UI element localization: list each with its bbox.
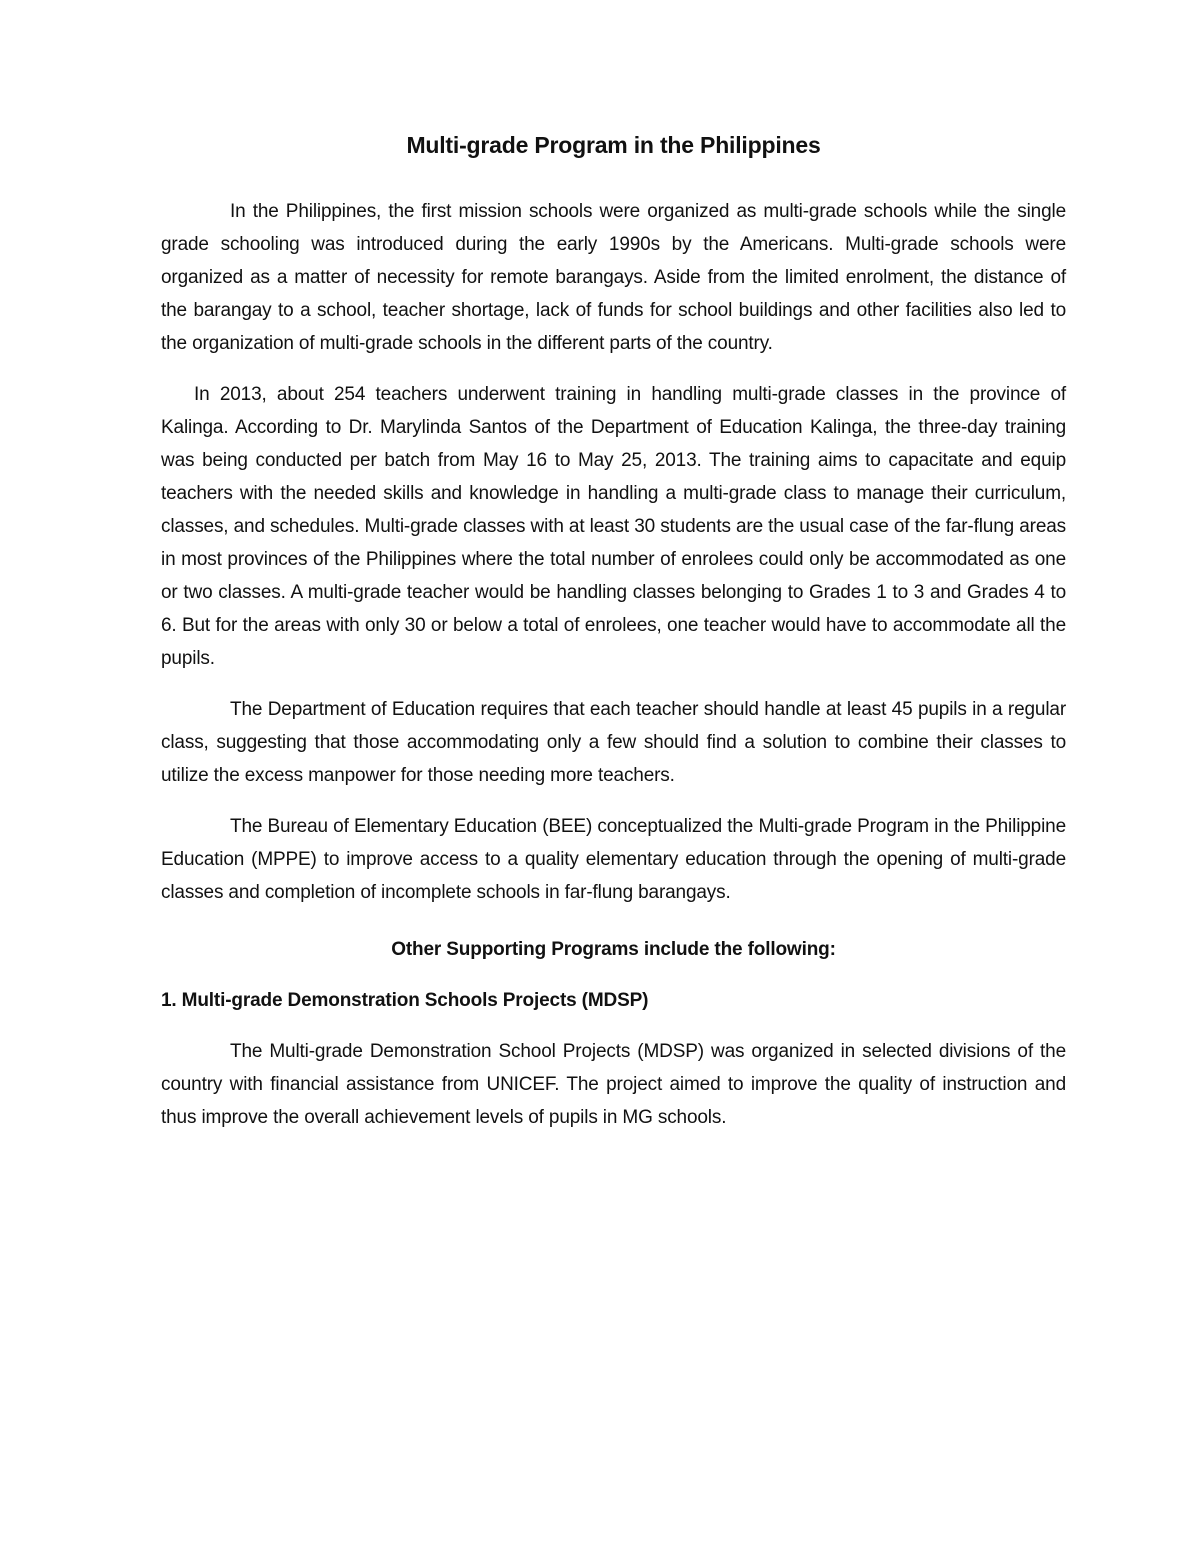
supporting-programs-heading: Other Supporting Programs include the following:: [391, 939, 836, 960]
document-body: [161, 128, 1066, 1152]
section-heading-mdsp: 1. Multi-grade Demonstration Schools Projects (MDSP): [161, 990, 649, 1011]
paragraph-history: In the Philippines, the first mission schools were organized as multi-grade schools while the single grade schooling was introduced during the early 1990s by the Americans. Multi-grade schools were organized as a matter of necessity for remote barangays. Aside from the limited enrolment, the distance of the barangay to a school, teacher shortage, lack of funds for school buildings and other facilities also led to the organization of multi-grade schools in the different parts of the country.: [161, 201, 1066, 354]
paragraph-bee-mppe: The Bureau of Elementary Education (BEE) conceptualized the Multi-grade Program in the Philippine Education (MPPE) to improve access to a quality elementary education through the opening of multi-grade classes and completion of incomplete schools in far-flung barangays.: [161, 816, 1066, 903]
paragraph-kalinga-training: In 2013, about 254 teachers underwent training in handling multi-grade classes in the province of Kalinga. According to Dr. Marylinda Santos of the Department of Education Kalinga, the three-day training was being conducted per batch from May 16 to May 25, 2013. The training aims to capacitate and equip teachers with the needed skills and knowledge in handling a multi-grade class to manage their curriculum, classes, and schedules. Multi-grade classes with at least 30 students are the usual case of the far-flung areas in most provinces of the Philippines where the total number of enrolees could only be accommodated as one or two classes. A multi-grade teacher would be handling classes belonging to Grades 1 to 3 and Grades 4 to 6. But for the areas with only 30 or below a total of enrolees, one teacher would have to accommodate all the pupils.: [161, 384, 1066, 669]
paragraph-mdsp: The Multi-grade Demonstration School Projects (MDSP) was organized in selected divisions of the country with financial assistance from UNICEF. The project aimed to improve the quality of instruction and thus improve the overall achievement levels of pupils in MG schools.: [161, 1041, 1066, 1128]
document-title: Multi-grade Program in the Philippines: [406, 132, 821, 158]
paragraph-deped-requirement: The Department of Education requires that each teacher should handle at least 45 pupils in a regular class, suggesting that those accommodating only a few should find a solution to combine their classes to utilize the excess manpower for those needing more teachers.: [161, 699, 1066, 786]
